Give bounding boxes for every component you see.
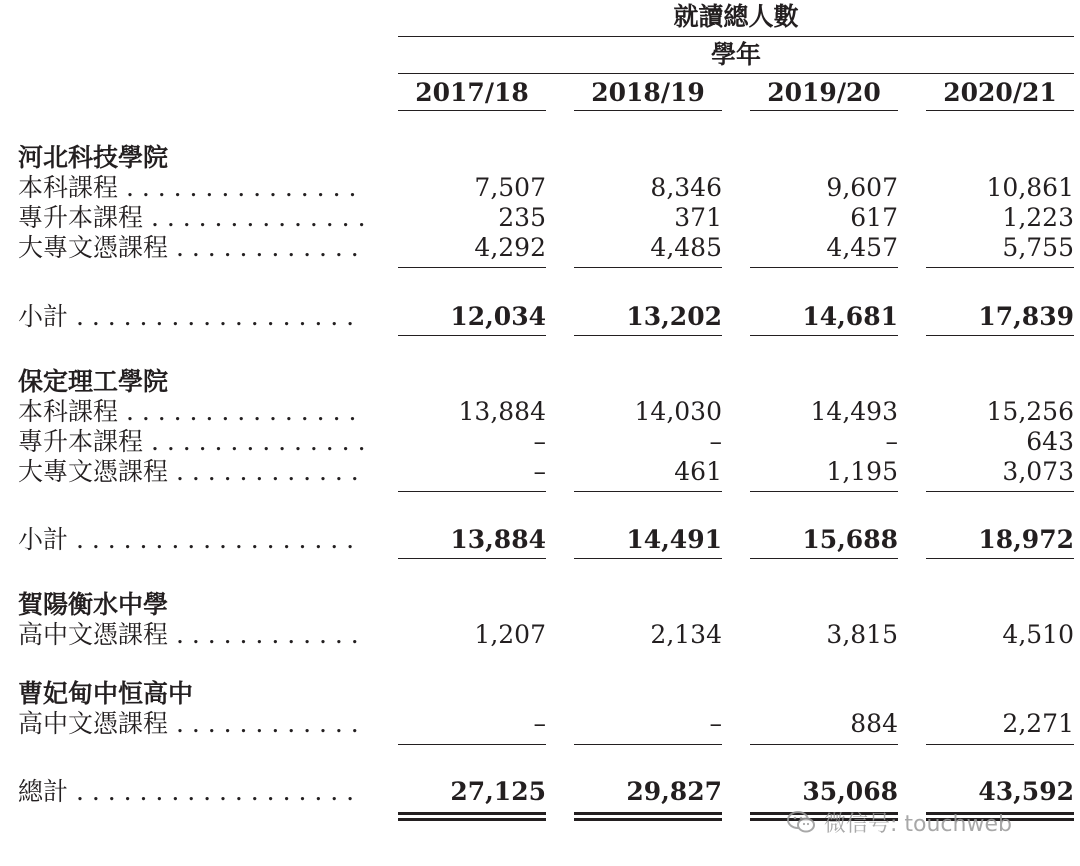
cell-value: 2,271 — [1002, 709, 1074, 738]
subtotal-bottom-rule — [926, 558, 1074, 559]
year-rule-1 — [398, 110, 546, 111]
row-label: 專升本課程 . . . — [18, 203, 364, 233]
total-double-rule — [398, 818, 546, 821]
cell-value: 3,815 — [826, 620, 898, 649]
subtotal-rule — [398, 267, 546, 268]
year-header-1: 2017/18 — [415, 78, 529, 107]
row-label: 高中文憑課程 . . . — [18, 620, 364, 650]
watermark-text: 微信号: touchweb — [824, 811, 1012, 837]
year-rule-4 — [926, 110, 1074, 111]
cell-value: 14,493 — [810, 397, 898, 426]
row-label: 本科課程 . . . — [18, 397, 364, 427]
section-heading: 曹妃甸中恒高中 — [18, 679, 194, 708]
section-heading: 保定理工學院 — [18, 367, 169, 396]
subtotal-value: 15,688 — [802, 525, 898, 554]
cell-value: – — [533, 427, 546, 456]
total-rule — [574, 744, 722, 745]
subtotal-rule — [750, 267, 898, 268]
subtotal-value: 13,202 — [626, 302, 722, 331]
total-double-rule — [574, 812, 722, 815]
table-header-subtitle: 學年 — [710, 40, 761, 69]
total-label: 總計 . . . — [18, 777, 364, 807]
cell-value: 1,195 — [826, 457, 898, 486]
cell-value: 4,485 — [650, 233, 722, 262]
cell-value: 461 — [674, 457, 722, 486]
subtotal-bottom-rule — [574, 335, 722, 336]
wechat-icon — [786, 809, 816, 835]
cell-value: 2,134 — [650, 620, 722, 649]
cell-value: 5,755 — [1002, 233, 1074, 262]
row-label: 專升本課程 . . . — [18, 427, 364, 457]
cell-value: 4,510 — [1002, 620, 1074, 649]
cell-value: – — [533, 457, 546, 486]
total-value: 35,068 — [802, 777, 898, 806]
subtotal-bottom-rule — [750, 335, 898, 336]
subtotal-label: 小計 . . . — [18, 302, 364, 332]
subtotal-label: 小計 . . . — [18, 525, 364, 555]
cell-value: 14,030 — [634, 397, 722, 426]
total-double-rule — [574, 818, 722, 821]
cell-value: 15,256 — [986, 397, 1074, 426]
cell-value: 10,861 — [986, 173, 1074, 202]
total-value: 43,592 — [978, 777, 1074, 806]
cell-value: 643 — [1026, 427, 1074, 456]
subtotal-value: 18,972 — [978, 525, 1074, 554]
cell-value: 3,073 — [1002, 457, 1074, 486]
section-heading: 河北科技學院 — [18, 143, 169, 172]
subtotal-value: 13,884 — [450, 525, 546, 554]
cell-value: – — [709, 427, 722, 456]
total-double-rule — [398, 812, 546, 815]
year-header-2: 2018/19 — [591, 78, 705, 107]
year-rule-3 — [750, 110, 898, 111]
cell-value: – — [533, 709, 546, 738]
cell-value: 9,607 — [826, 173, 898, 202]
subtotal-rule — [750, 491, 898, 492]
subtotal-rule — [574, 267, 722, 268]
subtotal-bottom-rule — [398, 335, 546, 336]
total-rule — [926, 744, 1074, 745]
subtotal-bottom-rule — [750, 558, 898, 559]
subtotal-value: 14,681 — [802, 302, 898, 331]
year-header-4: 2020/21 — [943, 78, 1057, 107]
cell-value: 4,457 — [826, 233, 898, 262]
row-label: 大專文憑課程 . . . — [18, 233, 364, 263]
cell-value: 1,207 — [474, 620, 546, 649]
subtotal-value: 14,491 — [626, 525, 722, 554]
subtotal-rule — [574, 491, 722, 492]
cell-value: 617 — [850, 203, 898, 232]
cell-value: 1,223 — [1002, 203, 1074, 232]
cell-value: 235 — [498, 203, 546, 232]
total-value: 27,125 — [450, 777, 546, 806]
row-label: 大專文憑課程 . . . — [18, 457, 364, 487]
subtotal-bottom-rule — [398, 558, 546, 559]
header-rule — [398, 36, 1074, 37]
cell-value: 13,884 — [458, 397, 546, 426]
table-header-title: 就讀總人數 — [673, 2, 799, 31]
cell-value: – — [709, 709, 722, 738]
total-rule — [398, 744, 546, 745]
subtotal-bottom-rule — [574, 558, 722, 559]
row-label: 本科課程 . . . — [18, 173, 364, 203]
cell-value: 8,346 — [650, 173, 722, 202]
subheader-rule — [398, 73, 1074, 74]
subtotal-rule — [926, 491, 1074, 492]
subtotal-value: 17,839 — [978, 302, 1074, 331]
cell-value: 371 — [674, 203, 722, 232]
subtotal-rule — [926, 267, 1074, 268]
section-heading: 賀陽衡水中學 — [18, 590, 169, 619]
row-label: 高中文憑課程 . . . — [18, 709, 364, 739]
subtotal-value: 12,034 — [450, 302, 546, 331]
subtotal-bottom-rule — [926, 335, 1074, 336]
cell-value: 4,292 — [474, 233, 546, 262]
total-value: 29,827 — [626, 777, 722, 806]
watermark — [786, 804, 1066, 840]
year-rule-2 — [574, 110, 722, 111]
cell-value: – — [885, 427, 898, 456]
cell-value: 7,507 — [474, 173, 546, 202]
year-header-3: 2019/20 — [767, 78, 881, 107]
cell-value: 884 — [850, 709, 898, 738]
subtotal-rule — [398, 491, 546, 492]
total-rule — [750, 744, 898, 745]
